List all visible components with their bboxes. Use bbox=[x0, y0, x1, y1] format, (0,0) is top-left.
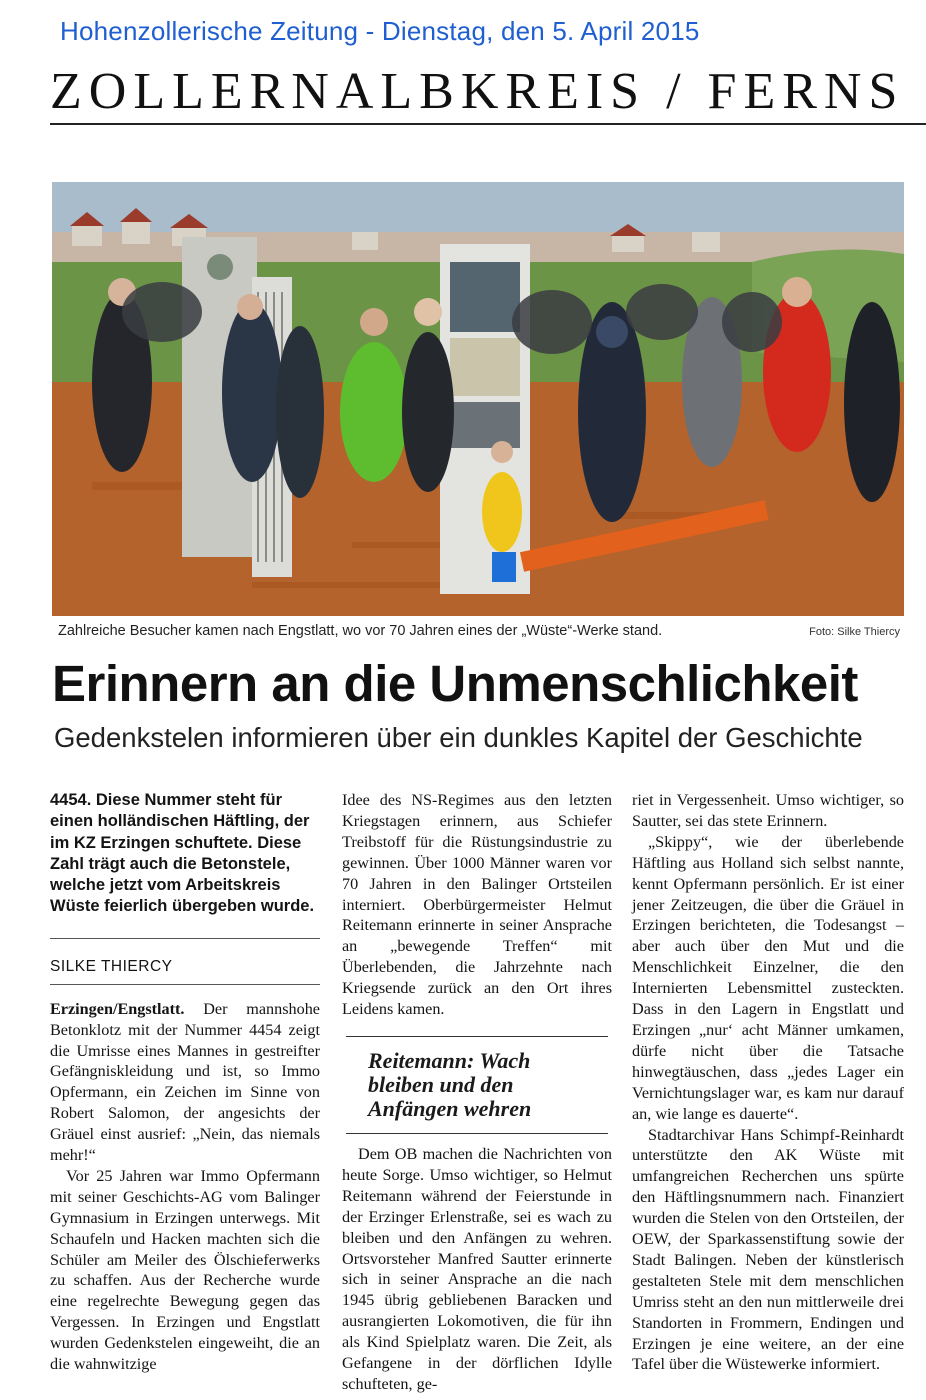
article-column-2 bbox=[342, 790, 612, 1395]
section-title: ZOLLERNALBKREIS / FERNS bbox=[50, 63, 905, 120]
newspaper-masthead: Hohenzollerische Zeitung - Dienstag, den 5. April 2015 bbox=[60, 16, 700, 46]
article-paragraph: Vor 25 Jahren war Immo Opfermann mit seiner Geschichts-AG vom Balinger Gymnasium in Erzingen unterwegs. Mit Schaufeln und Hacken machten sich die Schüler am Meiler des Ölschieferwerks zu schaffen. Aus der Recherche wurde eine regelrechte Bewegung gegen das Vergessen. In Erzingen und Engstlatt wurden Gedenkstelen eingeweiht, die an die wahnwitzige bbox=[50, 1166, 320, 1374]
article-paragraph bbox=[50, 999, 320, 1166]
article-lead: 4454. Diese Nummer steht für einen holländischen Häftling, der im KZ Erzingen schuftete. Diese Zahl trägt auch die Betonstele, welche jetzt vom Arbeitskreis Wüste feierlich übergeben wurde. bbox=[50, 791, 315, 916]
article-paragraph: Stadtarchivar Hans Schimpf-Reinhardt unterstützte den AK Wüste mit umfangreichen Recherchen uns spürte den Häftlingsnummern nach. Finanziert wurden die Stelen von den Ortsteilen, der OEW, der Sparkassenstiftung sowie der Stadt Balingen. Neben der künstlerisch gestalteten Stele mit dem menschlichen Umriss steht an den nun mittlerweile drei Standorten in Frommern, Endingen und Erzingen je eine weitere, an der eine Tafel über die Wüstewerke informiert. bbox=[632, 1125, 904, 1374]
photo-caption: Zahlreiche Besucher kamen nach Engstlatt, wo vor 70 Jahren eines der „Wüste“-Werke stand. bbox=[58, 623, 663, 639]
section-rule bbox=[50, 123, 926, 125]
article-column-1 bbox=[50, 790, 320, 1375]
byline-rule bbox=[50, 984, 320, 999]
article-paragraph: „Skippy“, wie der überlebende Häftling aus Holland sich selbst nannte, kennt Opfermann persönlich. Er ist einer jener Zeitzeugen, die über die Gräuel in Erzingen berichteten, die Todesangst – aber auch über den Mut und die Menschlichkeit Einzelner, die den Internierten Lebensmittel zusteckten. Dass in den Lagern in Engstlatt und Erzingen „nur‘ acht Männer umkamen, dürfe nicht über die Tatsache hinwegtäuschen, dass „jedes Lager ein Vernichtungslager war, es kam nur darauf an, wie lange es dauerte“. bbox=[632, 832, 904, 1123]
article-text: Der mannshohe Betonklotz mit der Nummer 4454 zeigt die Umrisse eines Mannes in gestreifter Gefängniskleidung und ist, so Immo Opfermann, ein Zeichen im Sinne von Robert Salomon, der angesichts der Gräuel einst ausrief: „Nein, das niemals mehr!“ bbox=[50, 999, 320, 1165]
subheadline: Gedenkstelen informieren über ein dunkles Kapitel der Geschichte bbox=[54, 722, 863, 753]
article-paragraph: riet in Vergessenheit. Umso wichtiger, so Sautter, sei das stete Erinnern. bbox=[632, 791, 904, 830]
article-paragraph: Dem OB machen die Nachrichten von heute Sorge. Umso wichtiger, so Helmut Reitemann während der Feierstunde in der Erzinger Erlenstraße, sei es wach zu bleiben und den Anfängen zu wehren. Ortsvorsteher Manfred Sautter erinnerte sich in seiner Ansprache an die nach 1945 übrig gebliebenen Baracken und ausrangierten Lokomotiven, die für ihn als Kind Spielplatz waren. Die Zeit, als Gefangene in der dörflichen Idylle schufteten, ge- bbox=[342, 1144, 612, 1393]
photo-illustration bbox=[52, 182, 904, 616]
article-paragraph: Idee des NS-Regimes aus den letzten Kriegstagen erinnern, aus Schiefer Treibstoff für die Rüstungsindustrie zu gewinnen. Über 1000 Männer waren vor 70 Jahren in den Balinger Ortsteilen interniert. Oberbürgermeister Helmut Reitemann erinnerte in seiner Ansprache an „bewegende Treffen“ mit Überlebenden, die Jahrzehnte nach Kriegsende zurück an den Ort ihres Leidens kamen. bbox=[342, 791, 612, 1019]
headline: Erinnern an die Unmenschlichkeit bbox=[52, 655, 858, 712]
dateline: Erzingen/Engstlatt. bbox=[50, 999, 185, 1018]
photo-credit: Foto: Silke Thiercy bbox=[809, 626, 900, 638]
pull-quote: Reitemann: Wach bleiben und den Anfängen wehren bbox=[346, 1036, 608, 1134]
article-column-3 bbox=[632, 790, 904, 1375]
article-photo bbox=[52, 182, 904, 616]
byline: SILKE THIERCY bbox=[50, 938, 320, 978]
